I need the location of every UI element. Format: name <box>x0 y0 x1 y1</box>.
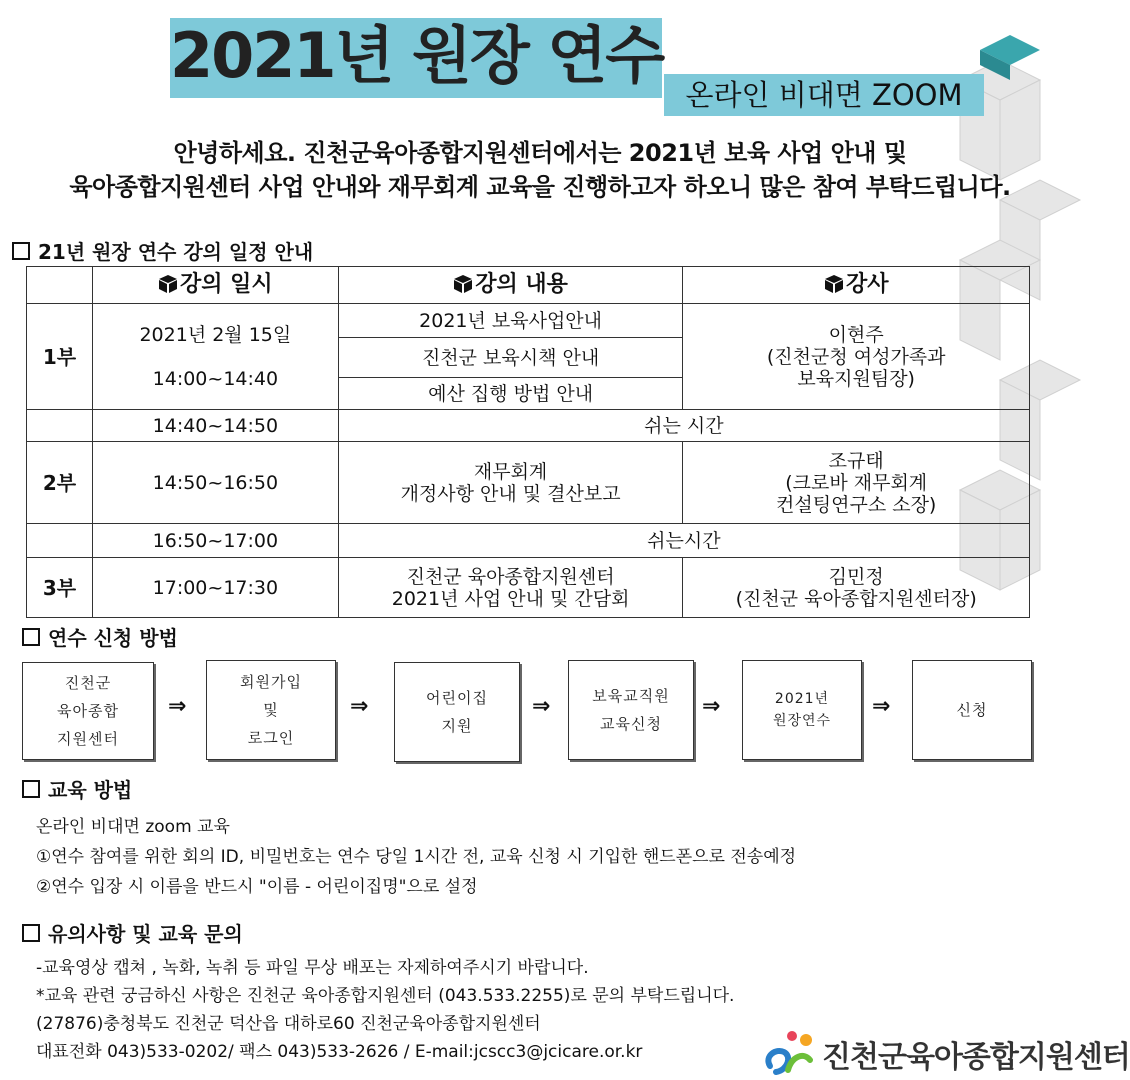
flow-step-text: 및 <box>263 701 279 719</box>
table-row <box>27 524 1030 558</box>
flow-arrow: ⇒ <box>702 694 721 719</box>
part-label: 1부 <box>27 304 93 410</box>
flow-step-text: 지원센터 <box>57 730 119 748</box>
break1-time: 14:40~14:50 <box>92 410 338 442</box>
header-label: 강사 <box>845 272 889 297</box>
flow-arrow: ⇒ <box>872 694 891 719</box>
method-line: ①연수 참여를 위한 회의 ID, 비밀번호는 연수 당일 1시간 전, 교육 신청 시 기입한 핸드폰으로 전송예정 <box>36 847 797 867</box>
notice-line: (27876)충청북도 진천군 덕산읍 대하로60 진천군육아종합지원센터 <box>36 1014 541 1034</box>
break-empty <box>27 524 93 558</box>
page-subtitle: 온라인 비대면 ZOOM <box>685 78 963 112</box>
table-row <box>27 442 1030 524</box>
part3-lecturer <box>683 558 1030 618</box>
flow-step-text: 육아종합 <box>57 702 119 720</box>
flow-arrow: ⇒ <box>350 694 369 719</box>
flow-step-3 <box>394 662 520 762</box>
method-heading-label: 교육 방법 <box>48 778 133 802</box>
lecturer-affiliation: (진천군 육아종합지원센터장) <box>735 587 977 610</box>
part1-time: 14:00~14:40 <box>152 367 279 390</box>
topic-line: 진천군 육아종합지원센터 <box>406 565 615 588</box>
header-label: 강의 내용 <box>475 272 568 297</box>
lecturer-affiliation: 컨설팅연구소 소장) <box>776 493 937 516</box>
part-label: 3부 <box>27 558 93 618</box>
part3-topic <box>338 558 683 618</box>
header-lecturer <box>683 267 1030 304</box>
flow-step-text: 보육교직원 <box>592 687 670 705</box>
method-heading <box>22 774 132 803</box>
flow-step-text: 지원 <box>441 717 473 735</box>
page-title: 2021년 원장 연수 <box>170 19 664 92</box>
method-line: ②연수 입장 시 이름을 반드시 "이름 - 어린이집명"으로 설정 <box>36 877 478 897</box>
part2-lecturer <box>683 442 1030 524</box>
part2-topic <box>338 442 683 524</box>
part-label: 2부 <box>27 442 93 524</box>
topic-line: 개정사항 안내 및 결산보고 <box>400 482 621 505</box>
header-empty <box>27 267 93 304</box>
lecturer-name: 이현주 <box>828 323 884 346</box>
part1-datetime <box>92 304 338 410</box>
lecturer-affiliation: (진천군청 여성가족과 <box>766 345 946 368</box>
flow-step-4 <box>568 660 694 760</box>
cube-icon <box>158 274 178 294</box>
apply-heading <box>22 622 178 651</box>
table-header-row <box>27 267 1030 304</box>
table-row <box>27 410 1030 442</box>
center-logo-text: 진천군육아종합지원센터 <box>822 1040 1130 1075</box>
part1-lecturer <box>683 304 1030 410</box>
notice-heading-label: 유의사항 및 교육 문의 <box>48 922 243 946</box>
notice-line: 대표전화 043)533-0202/ 팩스 043)533-2626 / E-mail:jcscc3@jcicare.or.kr <box>36 1042 643 1062</box>
flow-step-2 <box>206 660 336 760</box>
notice-body <box>36 954 734 1066</box>
topic-line: 2021년 사업 안내 및 간담회 <box>391 587 630 610</box>
flow-step-6 <box>912 660 1032 760</box>
part1-topic-1: 2021년 보육사업안내 <box>338 304 683 338</box>
schedule-heading-label: 21년 원장 연수 강의 일정 안내 <box>38 240 314 264</box>
header-label: 강의 일시 <box>180 272 273 297</box>
checkbox-square-icon <box>12 242 30 260</box>
lecturer-affiliation: 보육지원팀장) <box>797 367 915 390</box>
break1-label: 쉬는 시간 <box>338 410 1029 442</box>
schedule-heading <box>12 236 313 265</box>
method-line: 온라인 비대면 zoom 교육 <box>36 817 230 837</box>
flow-step-text: 원장연수 <box>772 713 832 729</box>
flow-step-text: 교육신청 <box>600 715 662 733</box>
break2-time: 16:50~17:00 <box>92 524 338 558</box>
method-body <box>36 812 796 902</box>
part1-topic-3: 예산 집행 방법 안내 <box>338 378 683 410</box>
center-logo-icon <box>762 1026 820 1078</box>
lecturer-name: 조규태 <box>828 449 884 472</box>
notice-heading <box>22 918 243 947</box>
flow-step-text: 2021년 <box>774 691 830 707</box>
break-empty <box>27 410 93 442</box>
flow-step-text: 회원가입 <box>240 673 302 691</box>
topic-line: 재무회계 <box>473 460 548 483</box>
checkbox-square-icon <box>22 924 40 942</box>
flow-step-text: 신청 <box>956 701 988 719</box>
header-content <box>338 267 683 304</box>
part1-date: 2021년 2월 15일 <box>139 323 292 346</box>
schedule-table <box>26 266 1030 618</box>
flow-step-text: 진천군 <box>64 674 112 692</box>
flow-arrow: ⇒ <box>168 694 187 719</box>
intro-line-2: 육아종합지원센터 사업 안내와 재무회계 교육을 진행하고자 하오니 많은 참여 부탁드립니다. <box>69 173 1011 201</box>
cube-icon <box>453 274 473 294</box>
flow-step-1 <box>22 662 154 760</box>
flow-arrow: ⇒ <box>532 694 551 719</box>
table-row <box>27 558 1030 618</box>
checkbox-square-icon <box>22 628 40 646</box>
intro-line-1: 안녕하세요. 진천군육아종합지원센터에서는 2021년 보육 사업 안내 및 <box>173 139 907 167</box>
flow-step-text: 어린이집 <box>426 689 488 707</box>
notice-line: *교육 관련 궁금하신 사항은 진천군 육아종합지원센터 (043.533.2255)로 문의 부탁드립니다. <box>36 986 735 1006</box>
notice-line: -교육영상 캡쳐 , 녹화, 녹취 등 파일 무상 배포는 자제하여주시기 바랍니다. <box>36 958 589 978</box>
checkbox-square-icon <box>22 780 40 798</box>
part1-topic-2: 진천군 보육시책 안내 <box>338 338 683 378</box>
apply-heading-label: 연수 신청 방법 <box>48 626 178 650</box>
part2-time: 14:50~16:50 <box>92 442 338 524</box>
lecturer-name: 김민정 <box>828 565 884 588</box>
header-datetime <box>92 267 338 304</box>
lecturer-affiliation: (크로바 재무회계 <box>785 471 928 494</box>
break2-label: 쉬는시간 <box>338 524 1029 558</box>
part3-time: 17:00~17:30 <box>92 558 338 618</box>
flow-step-5 <box>742 660 862 760</box>
table-row <box>27 304 1030 338</box>
flow-step-text: 로그인 <box>247 729 295 747</box>
cube-icon <box>824 274 844 294</box>
